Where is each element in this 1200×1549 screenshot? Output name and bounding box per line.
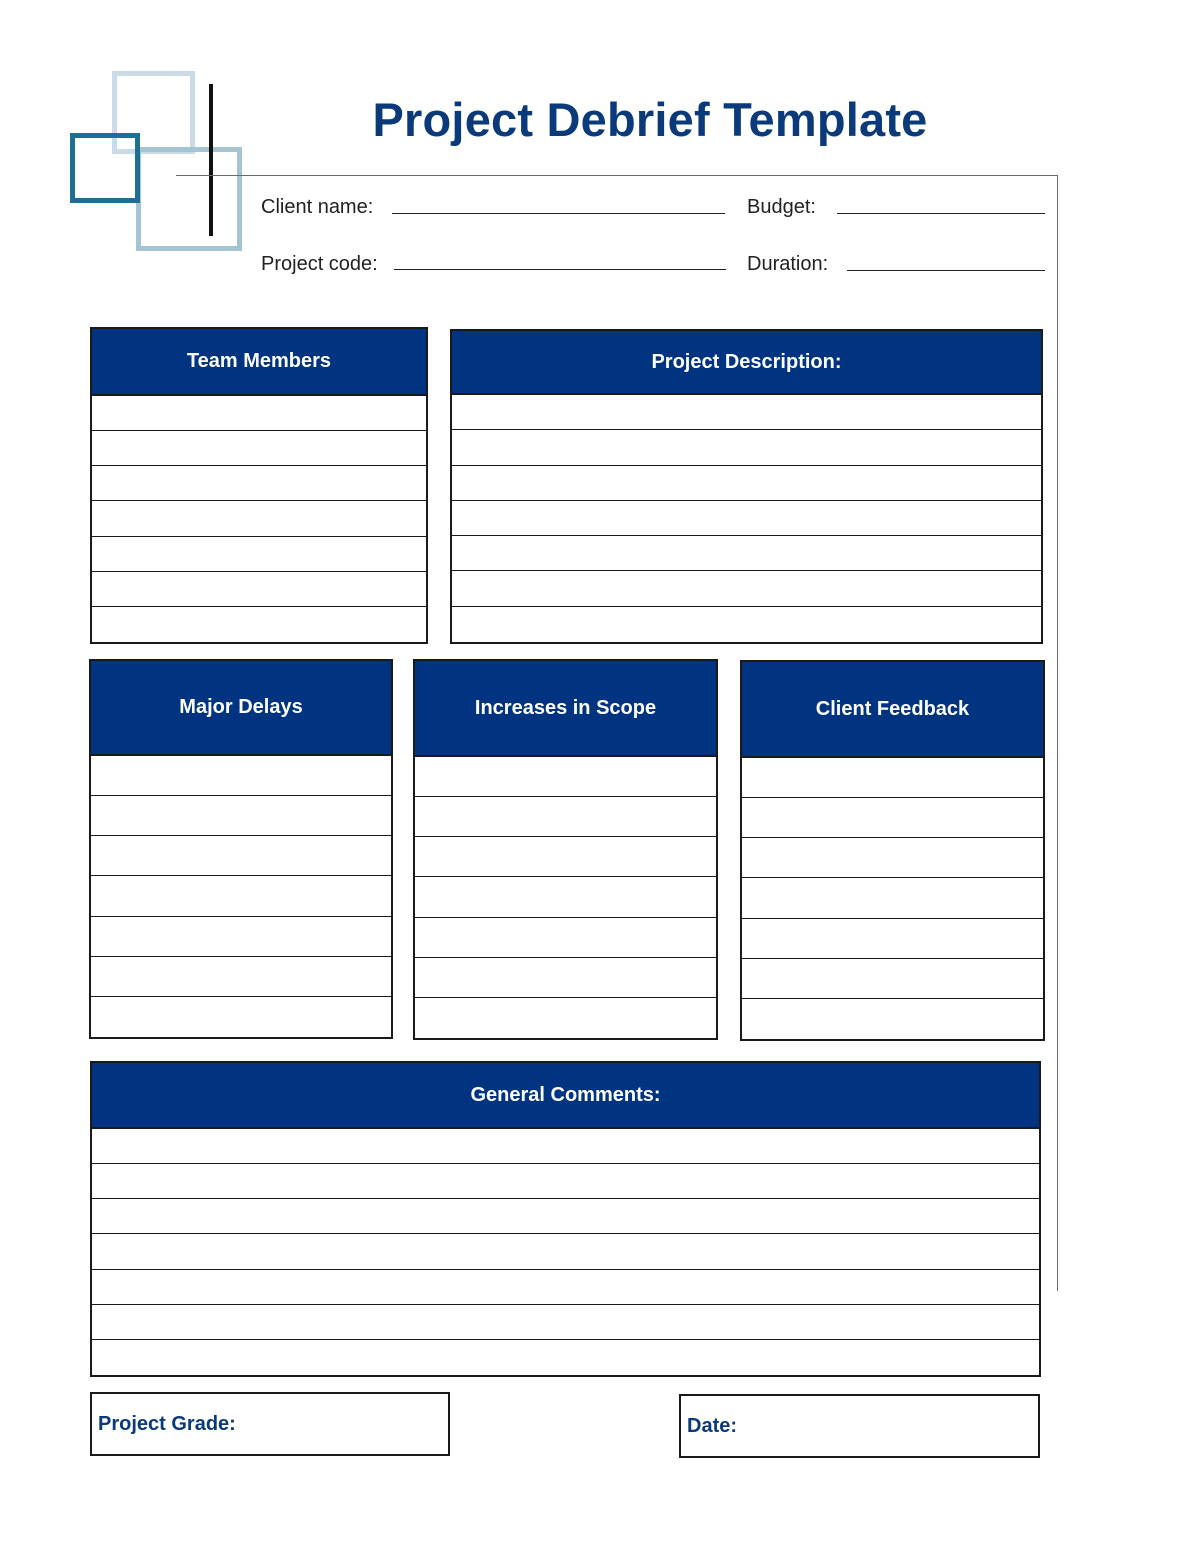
client-name-label: Client name: xyxy=(261,196,374,218)
entry-row[interactable] xyxy=(92,572,426,607)
entry-row[interactable] xyxy=(91,957,391,997)
entry-row[interactable] xyxy=(452,607,1041,642)
client-name-field[interactable] xyxy=(392,213,725,214)
entry-row[interactable] xyxy=(742,999,1043,1039)
entry-row[interactable] xyxy=(92,1270,1039,1305)
entry-row[interactable] xyxy=(91,796,391,836)
project-code-field[interactable] xyxy=(394,269,726,270)
entry-row[interactable] xyxy=(742,959,1043,999)
entry-row[interactable] xyxy=(415,797,716,837)
frame-right-line xyxy=(1057,175,1058,1291)
major-delays-rows xyxy=(91,756,391,1037)
duration-label: Duration: xyxy=(747,253,829,275)
entry-row[interactable] xyxy=(742,838,1043,878)
project-description-header: Project Description: xyxy=(452,331,1041,395)
entry-row[interactable] xyxy=(92,431,426,466)
entry-row[interactable] xyxy=(91,756,391,796)
entry-row[interactable] xyxy=(452,501,1041,536)
entry-row[interactable] xyxy=(92,1199,1039,1234)
team-members-rows xyxy=(92,396,426,642)
project-description-box xyxy=(450,329,1043,644)
general-comments-rows xyxy=(92,1129,1039,1375)
logo-square-mid xyxy=(136,147,242,251)
logo-square-dark xyxy=(70,133,140,203)
team-members-header: Team Members xyxy=(92,329,426,396)
entry-row[interactable] xyxy=(452,395,1041,430)
entry-row[interactable] xyxy=(742,878,1043,918)
project-description-rows xyxy=(452,395,1041,642)
entry-row[interactable] xyxy=(92,1305,1039,1340)
increases-in-scope-header: Increases in Scope xyxy=(415,661,716,757)
project-code-label: Project code: xyxy=(261,253,378,275)
entry-row[interactable] xyxy=(91,836,391,876)
client-feedback-box xyxy=(740,660,1045,1041)
entry-row[interactable] xyxy=(92,1164,1039,1199)
page-title: Project Debrief Template xyxy=(372,93,928,146)
budget-label: Budget: xyxy=(747,196,816,218)
entry-row[interactable] xyxy=(415,998,716,1038)
entry-row[interactable] xyxy=(92,501,426,536)
general-comments-header: General Comments: xyxy=(92,1063,1039,1129)
entry-row[interactable] xyxy=(415,918,716,958)
client-feedback-rows xyxy=(742,758,1043,1039)
general-comments-box xyxy=(90,1061,1041,1377)
entry-row[interactable] xyxy=(92,396,426,431)
entry-row[interactable] xyxy=(415,837,716,877)
major-delays-header: Major Delays xyxy=(91,661,391,756)
logo-divider-bar xyxy=(209,84,213,236)
entry-row[interactable] xyxy=(452,536,1041,571)
entry-row[interactable] xyxy=(452,430,1041,465)
client-feedback-header: Client Feedback xyxy=(742,662,1043,758)
entry-row[interactable] xyxy=(91,876,391,916)
entry-row[interactable] xyxy=(742,919,1043,959)
entry-row[interactable] xyxy=(742,798,1043,838)
project-grade-label: Project Grade: xyxy=(98,1412,236,1435)
project-grade-box[interactable] xyxy=(90,1392,450,1456)
entry-row[interactable] xyxy=(91,997,391,1037)
frame-top-line xyxy=(176,175,1058,176)
entry-row[interactable] xyxy=(415,757,716,797)
entry-row[interactable] xyxy=(92,1340,1039,1375)
budget-field[interactable] xyxy=(837,213,1045,214)
duration-field[interactable] xyxy=(847,270,1045,271)
entry-row[interactable] xyxy=(415,877,716,917)
increases-in-scope-rows xyxy=(415,757,716,1038)
date-label: Date: xyxy=(687,1414,738,1437)
entry-row[interactable] xyxy=(91,917,391,957)
entry-row[interactable] xyxy=(452,466,1041,501)
date-box[interactable] xyxy=(679,1394,1040,1458)
entry-row[interactable] xyxy=(92,1129,1039,1164)
entry-row[interactable] xyxy=(92,466,426,501)
entry-row[interactable] xyxy=(452,571,1041,606)
team-members-box xyxy=(90,327,428,644)
entry-row[interactable] xyxy=(415,958,716,998)
increases-in-scope-box xyxy=(413,659,718,1040)
entry-row[interactable] xyxy=(92,607,426,642)
major-delays-box xyxy=(89,659,393,1039)
entry-row[interactable] xyxy=(92,537,426,572)
entry-row[interactable] xyxy=(742,758,1043,798)
entry-row[interactable] xyxy=(92,1234,1039,1269)
